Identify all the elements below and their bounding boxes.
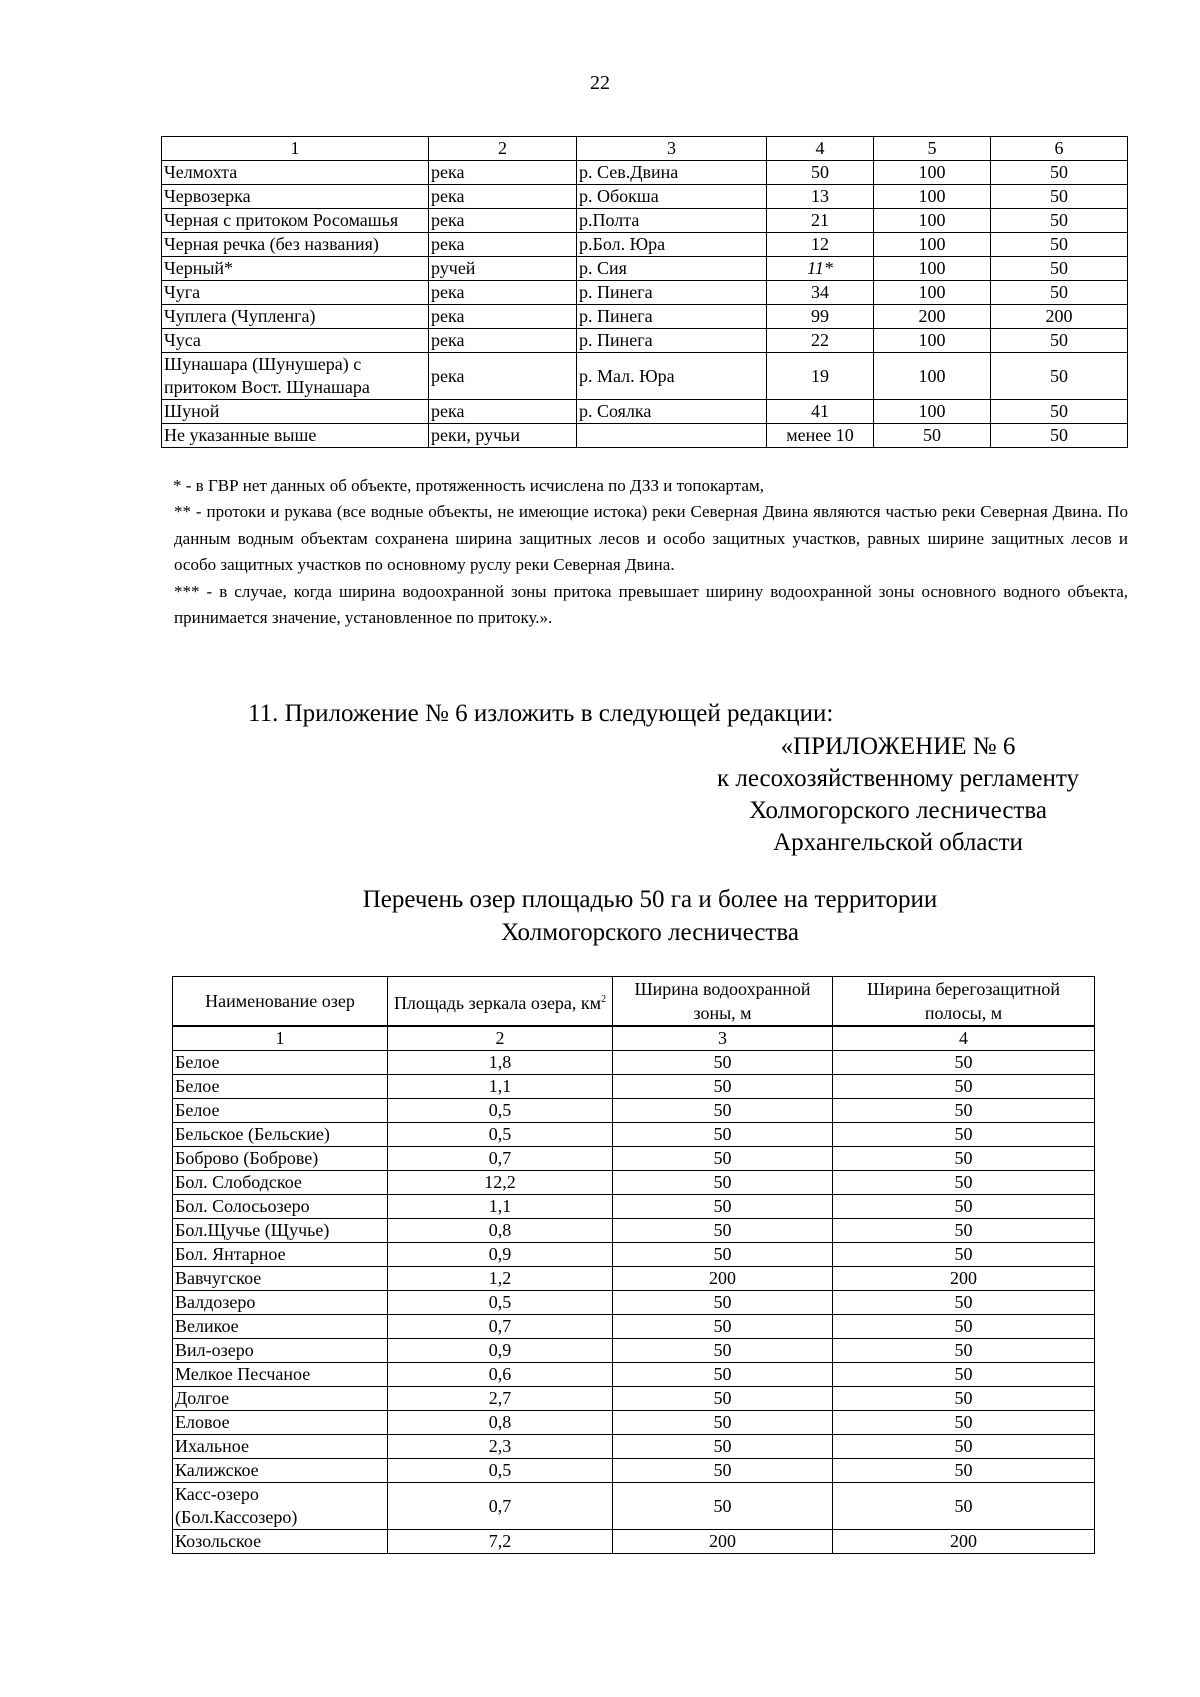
lake-strip-cell: 50 bbox=[833, 1315, 1095, 1339]
lake-strip-cell: 50 bbox=[833, 1387, 1095, 1411]
river-strip-width-cell: 50 bbox=[991, 257, 1128, 281]
lake-zone-cell: 50 bbox=[613, 1483, 833, 1530]
lake-name-cell: Еловое bbox=[173, 1411, 388, 1435]
footnotes bbox=[174, 475, 1128, 632]
rivers-header-cell: 1 bbox=[162, 137, 429, 161]
lake-area-cell: 0,6 bbox=[388, 1363, 613, 1387]
lake-strip-cell: 50 bbox=[833, 1075, 1095, 1099]
lake-area-cell: 12,2 bbox=[388, 1171, 613, 1195]
river-mouth-cell: р. Пинега bbox=[577, 329, 767, 353]
lakes-number-cell: 4 bbox=[833, 1026, 1095, 1051]
lake-name-cell: Белое bbox=[173, 1075, 388, 1099]
lake-name-cell: Калижское bbox=[173, 1459, 388, 1483]
lake-name-cell: Валдозеро bbox=[173, 1291, 388, 1315]
lake-area-cell: 0,7 bbox=[388, 1147, 613, 1171]
lake-zone-cell: 50 bbox=[613, 1051, 833, 1075]
lake-zone-cell: 50 bbox=[613, 1459, 833, 1483]
lake-area-cell: 0,8 bbox=[388, 1411, 613, 1435]
river-strip-width-cell: 50 bbox=[991, 400, 1128, 424]
river-zone-width-cell: 100 bbox=[874, 257, 991, 281]
river-row bbox=[162, 257, 1128, 281]
river-length-cell: 11* bbox=[767, 257, 874, 281]
river-length-cell: 13 bbox=[767, 185, 874, 209]
river-length-cell: 50 bbox=[767, 161, 874, 185]
river-mouth-cell: р. Пинега bbox=[577, 281, 767, 305]
river-mouth-cell: р.Бол. Юра bbox=[577, 233, 767, 257]
river-name-cell: Шунашара (Шунушера) с притоком Вост. Шунашара bbox=[162, 353, 429, 400]
lake-name-cell: Бол.Щучье (Щучье) bbox=[173, 1219, 388, 1243]
lake-row bbox=[173, 1339, 1095, 1363]
river-row bbox=[162, 353, 1128, 400]
river-name-cell: Чуплега (Чупленга) bbox=[162, 305, 429, 329]
river-strip-width-cell: 50 bbox=[991, 353, 1128, 400]
lake-area-cell: 0,8 bbox=[388, 1219, 613, 1243]
footnote-one-star: * - в ГВР нет данных об объекте, протяженность исчислена по ДЗЗ и топокартам, bbox=[173, 476, 764, 495]
river-length-cell: 12 bbox=[767, 233, 874, 257]
lake-name-cell: Белое bbox=[173, 1051, 388, 1075]
river-length-cell: 99 bbox=[767, 305, 874, 329]
lake-area-cell: 1,8 bbox=[388, 1051, 613, 1075]
lake-zone-cell: 200 bbox=[613, 1530, 833, 1554]
river-name-cell: Чуса bbox=[162, 329, 429, 353]
lake-strip-cell: 50 bbox=[833, 1123, 1095, 1147]
lake-zone-cell: 50 bbox=[613, 1387, 833, 1411]
lake-name-cell: Вавчугское bbox=[173, 1267, 388, 1291]
river-strip-width-cell: 50 bbox=[991, 161, 1128, 185]
lake-zone-cell: 50 bbox=[613, 1075, 833, 1099]
lake-strip-cell: 50 bbox=[833, 1051, 1095, 1075]
river-row bbox=[162, 400, 1128, 424]
lake-area-cell: 1,1 bbox=[388, 1075, 613, 1099]
lake-zone-cell: 50 bbox=[613, 1219, 833, 1243]
lake-name-cell: Белое bbox=[173, 1099, 388, 1123]
lake-name-cell: Касс-озеро (Бол.Кассозеро) bbox=[173, 1483, 388, 1530]
col-header-area-sup: 2 bbox=[601, 993, 607, 1005]
lakes-table bbox=[172, 976, 1095, 1554]
river-row bbox=[162, 329, 1128, 353]
lake-area-cell: 2,3 bbox=[388, 1435, 613, 1459]
lake-zone-cell: 50 bbox=[613, 1363, 833, 1387]
river-strip-width-cell: 50 bbox=[991, 233, 1128, 257]
rivers-table bbox=[161, 136, 1128, 448]
lake-row bbox=[173, 1483, 1095, 1530]
lake-strip-cell: 50 bbox=[833, 1291, 1095, 1315]
river-mouth-cell: р.Полта bbox=[577, 209, 767, 233]
river-strip-width-cell: 50 bbox=[991, 185, 1128, 209]
river-type-cell: река bbox=[429, 185, 577, 209]
lake-area-cell: 1,2 bbox=[388, 1267, 613, 1291]
river-type-cell: река bbox=[429, 209, 577, 233]
river-row bbox=[162, 305, 1128, 329]
river-mouth-cell: р. Соялка bbox=[577, 400, 767, 424]
col-header-coastal-strip: Ширина берегозащитной полосы, м bbox=[833, 977, 1095, 1027]
appendix-line-4: Архангельской области bbox=[773, 829, 1023, 856]
lake-row bbox=[173, 1315, 1095, 1339]
river-type-cell: река bbox=[429, 400, 577, 424]
river-length-cell: 19 bbox=[767, 353, 874, 400]
lake-area-cell: 0,9 bbox=[388, 1339, 613, 1363]
river-type-cell: река bbox=[429, 329, 577, 353]
river-name-cell: Черная с притоком Росомашья bbox=[162, 209, 429, 233]
lake-zone-cell: 50 bbox=[613, 1435, 833, 1459]
lake-name-cell: Вил-озеро bbox=[173, 1339, 388, 1363]
river-row bbox=[162, 209, 1128, 233]
river-row bbox=[162, 161, 1128, 185]
lake-name-cell: Бол. Янтарное bbox=[173, 1243, 388, 1267]
river-mouth-cell: р. Сев.Двина bbox=[577, 161, 767, 185]
lake-zone-cell: 50 bbox=[613, 1243, 833, 1267]
lake-strip-cell: 50 bbox=[833, 1339, 1095, 1363]
river-mouth-cell: р. Пинега bbox=[577, 305, 767, 329]
lake-area-cell: 0,5 bbox=[388, 1123, 613, 1147]
river-type-cell: река bbox=[429, 281, 577, 305]
river-type-cell: река bbox=[429, 305, 577, 329]
river-zone-width-cell: 200 bbox=[874, 305, 991, 329]
lake-name-cell: Козольское bbox=[173, 1530, 388, 1554]
river-row bbox=[162, 424, 1128, 448]
lakes-number-cell: 1 bbox=[173, 1026, 388, 1051]
lake-strip-cell: 200 bbox=[833, 1267, 1095, 1291]
lake-area-cell: 0,5 bbox=[388, 1459, 613, 1483]
rivers-header-cell: 3 bbox=[577, 137, 767, 161]
river-mouth-cell bbox=[577, 424, 767, 448]
lake-row bbox=[173, 1123, 1095, 1147]
lake-zone-cell: 50 bbox=[613, 1339, 833, 1363]
lake-name-cell: Великое bbox=[173, 1315, 388, 1339]
lake-area-cell: 7,2 bbox=[388, 1530, 613, 1554]
footnote-three-star: *** - в случае, когда ширина водоохранной зоны притока превышает ширину водоохранной зоны основного водного объекта, принимается значение, установленное по притоку.». bbox=[174, 581, 1128, 627]
lake-zone-cell: 50 bbox=[613, 1099, 833, 1123]
river-row bbox=[162, 185, 1128, 209]
river-name-cell: Чуга bbox=[162, 281, 429, 305]
footnote-two-star: ** - протоки и рукава (все водные объекты, не имеющие истока) реки Северная Двина являются частью реки Северная Двина. По данным водным объектам сохранена ширина защитных лесов и особо защитных участков, равных ширине защитных лесов и особо защитных участков по основному руслу реки Северная Двина. bbox=[174, 502, 1128, 574]
lake-zone-cell: 50 bbox=[613, 1291, 833, 1315]
lake-row bbox=[173, 1243, 1095, 1267]
lake-row bbox=[173, 1411, 1095, 1435]
river-zone-width-cell: 100 bbox=[874, 353, 991, 400]
river-zone-width-cell: 100 bbox=[874, 209, 991, 233]
river-length-cell: 41 bbox=[767, 400, 874, 424]
lake-row bbox=[173, 1530, 1095, 1554]
river-length-cell: менее 10 bbox=[767, 424, 874, 448]
lake-area-cell: 1,1 bbox=[388, 1195, 613, 1219]
river-name-cell: Черный* bbox=[162, 257, 429, 281]
lake-row bbox=[173, 1147, 1095, 1171]
lake-strip-cell: 50 bbox=[833, 1171, 1095, 1195]
lake-zone-cell: 50 bbox=[613, 1411, 833, 1435]
lake-strip-cell: 50 bbox=[833, 1147, 1095, 1171]
river-strip-width-cell: 50 bbox=[991, 424, 1128, 448]
lake-strip-cell: 50 bbox=[833, 1195, 1095, 1219]
river-length-cell: 34 bbox=[767, 281, 874, 305]
river-zone-width-cell: 100 bbox=[874, 400, 991, 424]
river-strip-width-cell: 50 bbox=[991, 209, 1128, 233]
lake-zone-cell: 50 bbox=[613, 1171, 833, 1195]
lake-row bbox=[173, 1291, 1095, 1315]
lake-row bbox=[173, 1387, 1095, 1411]
lake-row bbox=[173, 1363, 1095, 1387]
lake-row bbox=[173, 1099, 1095, 1123]
col-header-water-zone: Ширина водоохранной зоны, м bbox=[613, 977, 833, 1027]
lake-zone-cell: 50 bbox=[613, 1315, 833, 1339]
river-strip-width-cell: 50 bbox=[991, 281, 1128, 305]
lake-name-cell: Долгое bbox=[173, 1387, 388, 1411]
rivers-header-cell: 5 bbox=[874, 137, 991, 161]
river-type-cell: река bbox=[429, 353, 577, 400]
rivers-header-row bbox=[162, 137, 1128, 161]
lake-zone-cell: 50 bbox=[613, 1195, 833, 1219]
river-zone-width-cell: 100 bbox=[874, 233, 991, 257]
col-header-area bbox=[388, 977, 613, 1027]
lake-strip-cell: 50 bbox=[833, 1363, 1095, 1387]
lake-name-cell: Боброво (Боброве) bbox=[173, 1147, 388, 1171]
lake-strip-cell: 50 bbox=[833, 1099, 1095, 1123]
lake-strip-cell: 50 bbox=[833, 1459, 1095, 1483]
river-length-cell: 22 bbox=[767, 329, 874, 353]
appendix-line-3: Холмогорского лесничества bbox=[749, 797, 1047, 824]
lake-area-cell: 0,5 bbox=[388, 1099, 613, 1123]
river-name-cell: Не указанные выше bbox=[162, 424, 429, 448]
lake-name-cell: Бол. Слободское bbox=[173, 1171, 388, 1195]
river-mouth-cell: р. Мал. Юра bbox=[577, 353, 767, 400]
appendix-line-2: к лесохозяйственному регламенту bbox=[716, 765, 1080, 792]
lake-area-cell: 0,7 bbox=[388, 1315, 613, 1339]
lake-name-cell: Мелкое Песчаное bbox=[173, 1363, 388, 1387]
river-zone-width-cell: 100 bbox=[874, 329, 991, 353]
river-name-cell: Челмохта bbox=[162, 161, 429, 185]
river-zone-width-cell: 100 bbox=[874, 161, 991, 185]
lake-row bbox=[173, 1267, 1095, 1291]
lake-strip-cell: 200 bbox=[833, 1530, 1095, 1554]
lake-area-cell: 0,9 bbox=[388, 1243, 613, 1267]
river-row bbox=[162, 281, 1128, 305]
lake-area-cell: 0,5 bbox=[388, 1291, 613, 1315]
lake-strip-cell: 50 bbox=[833, 1243, 1095, 1267]
rivers-header-cell: 4 bbox=[767, 137, 874, 161]
lake-strip-cell: 50 bbox=[833, 1411, 1095, 1435]
lakes-number-cell: 2 bbox=[388, 1026, 613, 1051]
lake-area-cell: 0,7 bbox=[388, 1483, 613, 1530]
river-name-cell: Черная речка (без названия) bbox=[162, 233, 429, 257]
rivers-header-cell: 6 bbox=[991, 137, 1128, 161]
lake-row bbox=[173, 1075, 1095, 1099]
lakes-number-row bbox=[173, 1026, 1095, 1051]
lake-zone-cell: 50 bbox=[613, 1123, 833, 1147]
lake-strip-cell: 50 bbox=[833, 1219, 1095, 1243]
river-type-cell: река bbox=[429, 161, 577, 185]
rivers-header-cell: 2 bbox=[429, 137, 577, 161]
col-header-area-text: Площадь зеркала озера, км bbox=[393, 992, 602, 1013]
river-length-cell: 21 bbox=[767, 209, 874, 233]
lake-row bbox=[173, 1459, 1095, 1483]
lake-name-cell: Ихальное bbox=[173, 1435, 388, 1459]
river-type-cell: реки, ручьи bbox=[429, 424, 577, 448]
appendix-line-1: «ПРИЛОЖЕНИЕ № 6 bbox=[780, 733, 1016, 760]
lake-name-cell: Бол. Солосьозеро bbox=[173, 1195, 388, 1219]
lake-zone-cell: 50 bbox=[613, 1147, 833, 1171]
river-name-cell: Шуной bbox=[162, 400, 429, 424]
lakes-number-cell: 3 bbox=[613, 1026, 833, 1051]
river-type-cell: река bbox=[429, 233, 577, 257]
lake-row bbox=[173, 1195, 1095, 1219]
river-type-cell: ручей bbox=[429, 257, 577, 281]
section-heading: 11. Приложение № 6 изложить в следующей редакции: bbox=[248, 700, 834, 727]
river-zone-width-cell: 100 bbox=[874, 185, 991, 209]
river-strip-width-cell: 50 bbox=[991, 329, 1128, 353]
river-strip-width-cell: 200 bbox=[991, 305, 1128, 329]
lake-row bbox=[173, 1435, 1095, 1459]
col-header-name: Наименование озер bbox=[173, 977, 388, 1027]
river-name-cell: Червозерка bbox=[162, 185, 429, 209]
river-mouth-cell: р. Обокша bbox=[577, 185, 767, 209]
lake-strip-cell: 50 bbox=[833, 1435, 1095, 1459]
lake-area-cell: 2,7 bbox=[388, 1387, 613, 1411]
lakes-header-row bbox=[173, 977, 1095, 1027]
river-zone-width-cell: 50 bbox=[874, 424, 991, 448]
lake-row bbox=[173, 1051, 1095, 1075]
river-row bbox=[162, 233, 1128, 257]
river-mouth-cell: р. Сия bbox=[577, 257, 767, 281]
lake-strip-cell: 50 bbox=[833, 1483, 1095, 1530]
lake-name-cell: Бельское (Бельские) bbox=[173, 1123, 388, 1147]
river-zone-width-cell: 100 bbox=[874, 281, 991, 305]
page-number: 22 bbox=[590, 72, 610, 94]
list-title-line-2: Холмогорского лесничества bbox=[501, 919, 799, 946]
lake-zone-cell: 200 bbox=[613, 1267, 833, 1291]
list-title-line-1: Перечень озер площадью 50 га и более на территории bbox=[362, 886, 938, 913]
lake-row bbox=[173, 1171, 1095, 1195]
lake-row bbox=[173, 1219, 1095, 1243]
